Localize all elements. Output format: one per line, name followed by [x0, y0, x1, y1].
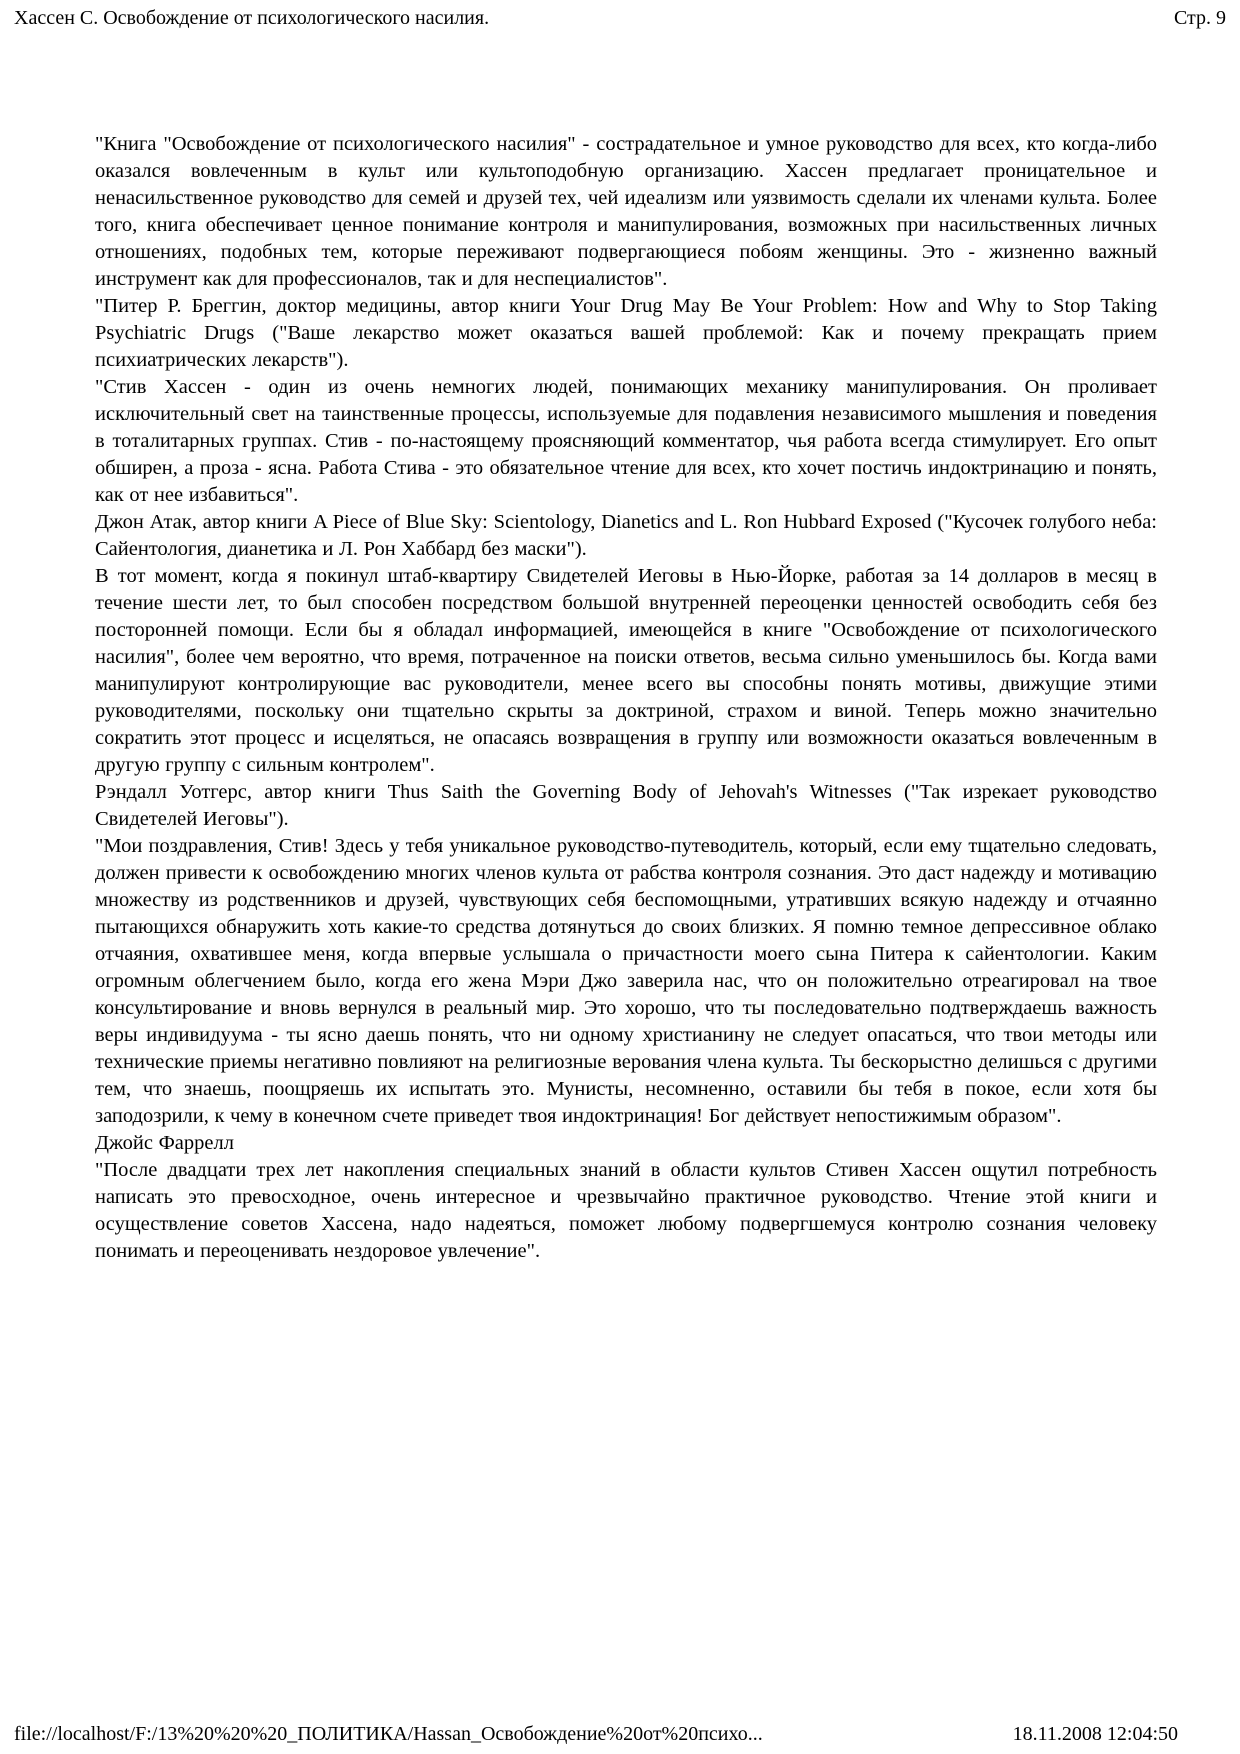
- paragraph-review-2: "Стив Хассен - один из очень немногих людей, понимающих механику манипулирования. Он проливает исключительный свет на таинственные процессы, используемые для подавления независимого мышления и поведения в тоталитарных группах. Стив - по-настоящему проясняющий комментатор, чья работа всегда стимулирует. Его опыт обширен, а проза - ясна. Работа Стива - это обязательное чтение для всех, кто хочет постичь индоктринацию и понять, как от нее избавиться".: [95, 376, 1157, 506]
- file-path: file://localhost/F:/13%20%20%20_ПОЛИТИКА/Hassan_Освобождение%20от%20психо...: [14, 1723, 763, 1745]
- page-footer: [14, 1722, 1178, 1746]
- document-title: Хассен С. Освобождение от психологического насилия.: [14, 7, 490, 29]
- page-number: Стр. 9: [1173, 7, 1226, 29]
- paragraph-author-2: Джон Атак, автор книги A Piece of Blue Sky: Scientology, Dianetics and L. Ron Hubbard Exposed ("Кусочек голубого неба: Сайентология, дианетика и Л. Рон Хаббард без маски").: [95, 511, 1157, 560]
- paragraph-author-4: Джойс Фаррелл: [95, 1132, 234, 1154]
- document-body: [95, 131, 1157, 1265]
- print-datetime: 18.11.2008 12:04:50: [1012, 1723, 1178, 1745]
- paragraph-review-4: "Мои поздравления, Стив! Здесь у тебя уникальное руководство-путеводитель, который, если ему тщательно следовать, должен привести к освобождению многих членов культа от рабства контроля сознания. Это даст надежду и мотивацию множеству из родственников и друзей, чувствующих себя беспомощными, утративших всякую надежду и отчаянно пытающихся обнаружить хоть какие-то средства дотянуться до своих близких. Я помню темное депрессивное облако отчаяния, охватившее меня, когда впервые услышала о причастности моего сына Питера к сайентологии. Каким огромным облегчением было, когда его жена Мэри Джо заверила нас, что он положительно отреагировал на твое консультирование и вновь вернулся в реальный мир. Это хорошо, что ты последовательно подтверждаешь важность веры индивидуума - ты ясно даешь понять, что ни одному христианину не следует опасаться, что твои методы или технические приемы негативно повлияют на религиозные верования члена культа. Ты бескорыстно делишься с другими тем, что знаешь, поощряешь их испытать это. Мунисты, несомненно, оставили бы тебя в покое, если хотя бы заподозрили, к чему в конечном счете приведет твоя индоктринация! Бог действует непостижимым образом".: [95, 835, 1157, 1127]
- paragraph-review-3: В тот момент, когда я покинул штаб-квартиру Свидетелей Иеговы в Нью-Йорке, работая за 14 долларов в месяц в течение шести лет, то был способен посредством большой внутренней переоценки ценностей освободить себя без посторонней помощи. Если бы я обладал информацией, имеющейся в книге "Освобождение от психологического насилия", более чем вероятно, что время, потраченное на поиски ответов, весьма сильно уменьшилось бы. Когда вами манипулируют контролирующие вас руководители, менее всего вы способны понять мотивы, движущие этими руководителями, поскольку они тщательно скрыты за доктриной, страхом и виной. Теперь можно значительно сократить этот процесс и исцеляться, не опасаясь возвращения в группу или возможности оказаться вовлеченным в другую группу с сильным контролем".: [95, 565, 1157, 776]
- paragraph-review-1: "Книга "Освобождение от психологического насилия" - сострадательное и умное руководство для всех, кто когда-либо оказался вовлеченным в культ или культоподобную организацию. Хассен предлагает проницательное и ненасильственное руководство для семей и друзей тех, чей идеализм или уязвимость сделали их членами культа. Более того, книга обеспечивает ценное понимание контроля и манипулирования, возможных при насильственных личных отношениях, подобных тем, которые переживают подвергающиеся побоям женщины. Это - жизненно важный инструмент как для профессионалов, так и для неспециалистов".: [95, 133, 1157, 290]
- paragraph-review-5: "После двадцати трех лет накопления специальных знаний в области культов Стивен Хассен ощутил потребность написать это превосходное, очень интересное и чрезвычайно практичное руководство. Чтение этой книги и осуществление советов Хассена, надо надеяться, поможет любому подвергшемуся контролю сознания человеку понимать и переоценивать нездоровое увлечение".: [95, 1159, 1157, 1262]
- paragraph-author-3: Рэндалл Уотгерс, автор книги Thus Saith the Governing Body of Jehovah's Witnesses ("Так изрекает руководство Свидетелей Иеговы").: [95, 781, 1157, 830]
- page-header: [14, 6, 1226, 30]
- paragraph-author-1: "Питер Р. Бреггин, доктор медицины, автор книги Your Drug May Be Your Problem: How and Why to Stop Taking Psychiatric Drugs ("Ваше лекарство может оказаться вашей проблемой: Как и почему прекращать прием психиатрических лекарств").: [95, 295, 1157, 371]
